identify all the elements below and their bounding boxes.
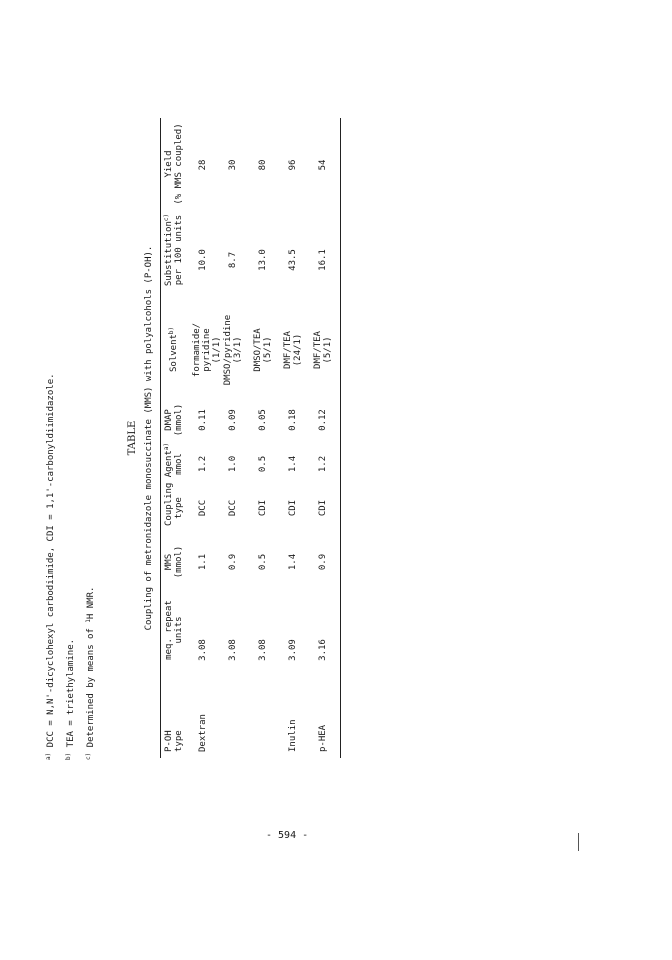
cell-coupling-mmol: 1.0 [228,455,238,473]
cell-poh: Dextran [198,714,208,752]
table-bottom-rule [340,118,341,758]
header-coupling-mmol: mmol [174,453,184,475]
cell-yield: 30 [228,159,238,171]
header-meq-repeat-units: meq. repeat units [164,600,184,660]
header-poh-type: P-OH type [164,730,184,752]
cell-dmap: 0.18 [288,409,298,431]
footnote-c: $^{c)}$ Determined by means of $^1$H NMR. [85,586,96,760]
cell-coupling-type: DCC [228,499,238,517]
cell-coupling-mmol: 1.4 [288,455,298,473]
cell-coupling-mmol: 1.2 [318,455,328,473]
cell-dmap: 0.09 [228,409,238,431]
table-caption: Coupling of metronidazole monosuccinate (MMS) with polyalcohols (P-OH). [144,245,154,631]
footnote-b: $^{b)}$ TEA = triethylamine. [65,638,76,760]
cell-dmap: 0.05 [258,409,268,431]
cell-substitution: 13.0 [258,249,268,271]
header-yield: Yield (% MMS coupled) [164,123,184,205]
cell-yield: 28 [198,159,208,171]
header-dmap: DMAP (mmol) [164,403,184,437]
cell-solvent: DMSO/TEA (5/1) [253,328,273,372]
cell-meq: 3.09 [288,639,298,661]
cell-substitution: 16.1 [318,249,328,271]
header-coupling-type: type [174,497,184,519]
cell-poh: Inulin [288,719,298,752]
cell-solvent: formamide/ pyridine (1/1) [192,322,222,378]
table-title: TABLE [127,420,138,456]
header-solvent: Solvent$^{b)}$ [168,326,179,372]
cell-meq: 3.08 [228,639,238,661]
cell-coupling-mmol: 0.5 [258,455,268,473]
cell-meq: 3.16 [318,639,328,661]
cell-mms: 1.4 [288,553,298,571]
cell-coupling-type: CDI [318,499,328,517]
cell-solvent: DMSO/pyridine (3/1) [223,314,243,386]
cell-dmap: 0.11 [198,409,208,431]
cell-yield: 54 [318,159,328,171]
cell-meq: 3.08 [198,639,208,661]
cell-dmap: 0.12 [318,409,328,431]
cell-coupling-type: CDI [258,499,268,517]
cell-coupling-type: DCC [198,499,208,517]
rotated-table-block [128,118,368,758]
cell-substitution: 8.7 [228,251,238,269]
cell-substitution: 43.5 [288,249,298,271]
cell-coupling-mmol: 1.2 [198,455,208,473]
cell-substitution: 10.0 [198,249,208,271]
cell-mms: 0.9 [318,553,328,571]
cell-mms: 1.1 [198,553,208,571]
table-top-rule [160,118,161,758]
header-mms: MMS (mmol) [164,545,184,579]
cell-yield: 96 [288,159,298,171]
header-substitution: Substitution$^{c)}$ per 100 units [163,213,184,287]
cell-yield: 80 [258,159,268,171]
cell-solvent: DMF/TEA (24/1) [283,331,303,369]
header-coupling-agent: Coupling Agent$^{a)}$ [163,442,174,526]
footnote-a: $^{a)}$ DCC = N,N'-dicyclohexyl carbodiimide, CDI = 1,1'-carbonyldiimidazole. [45,373,56,760]
cell-mms: 0.5 [258,553,268,571]
cell-mms: 0.9 [228,553,238,571]
cell-poh: p-HEA [318,724,328,752]
cell-coupling-type: CDI [288,499,298,517]
page-number: - 594 - [266,830,309,841]
margin-mark [578,833,579,851]
cell-solvent: DMF/TEA (5/1) [313,331,333,369]
cell-meq: 3.08 [258,639,268,661]
